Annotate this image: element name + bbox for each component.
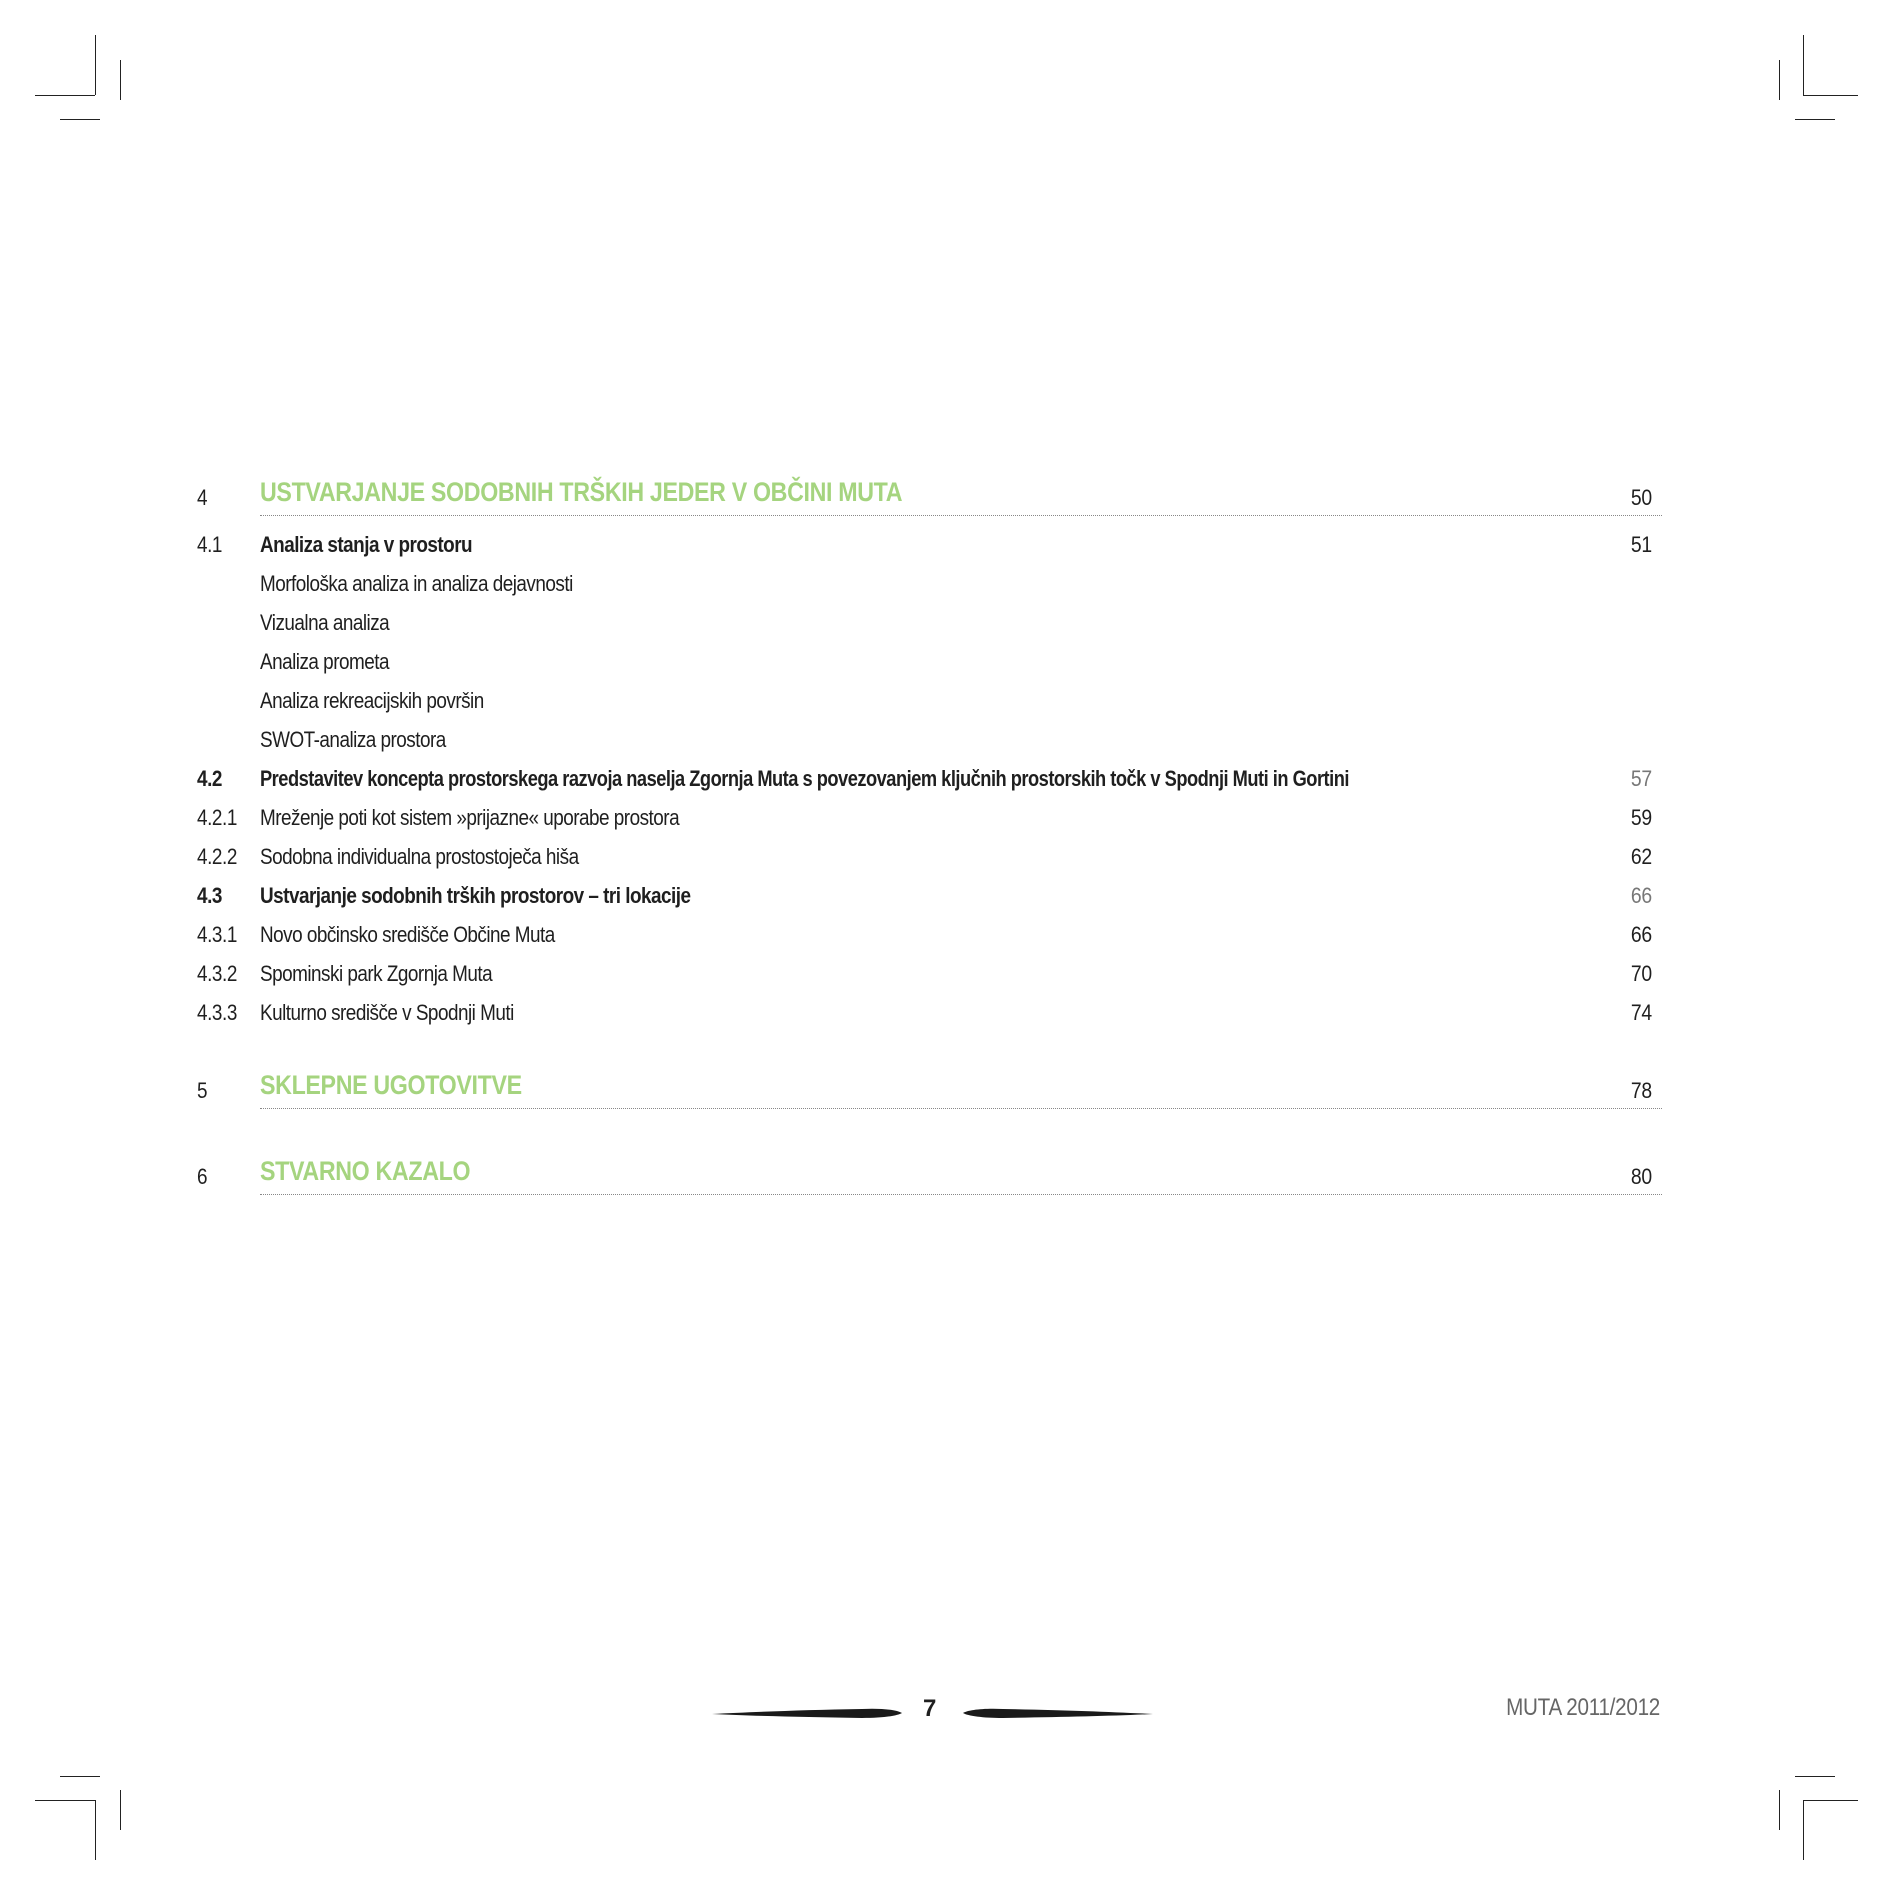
toc-title: Spominski park Zgornja Muta (260, 961, 493, 986)
toc-number: 4 (197, 485, 208, 510)
toc-page-number: 51 (1630, 532, 1652, 557)
toc-entry[interactable] (197, 883, 1652, 923)
toc-page-number: 57 (1630, 766, 1652, 791)
dotted-leader (260, 515, 1662, 516)
toc-number: 4.2.2 (197, 844, 237, 869)
toc-chapter-4[interactable] (197, 477, 1652, 523)
toc-entry[interactable] (197, 1000, 1652, 1040)
toc-number: 4.2.1 (197, 805, 237, 830)
toc-title: Morfološka analiza in analiza dejavnosti (260, 571, 573, 596)
toc-entry[interactable] (197, 532, 1652, 572)
toc-page-number: 74 (1630, 1000, 1652, 1025)
toc-title: Analiza stanja v prostoru (260, 532, 473, 557)
toc-title: Mreženje poti kot sistem »prijazne« uporabe prostora (260, 805, 680, 830)
toc-entry[interactable] (197, 727, 1652, 767)
toc-chapter-5[interactable] (197, 1070, 1652, 1116)
toc-number: 4.3.1 (197, 922, 237, 947)
toc-title: Analiza prometa (260, 649, 389, 674)
toc-page-number: 62 (1630, 844, 1652, 869)
toc-title: Novo občinsko središče Občine Muta (260, 922, 555, 947)
toc-number: 4.2 (197, 766, 223, 791)
toc-chapter-title: STVARNO KAZALO (260, 1156, 471, 1186)
toc-page-number: 80 (1630, 1164, 1652, 1189)
toc-entry[interactable] (197, 610, 1652, 650)
toc-page-number: 66 (1630, 883, 1652, 908)
toc-chapter-title: SKLEPNE UGOTOVITVE (260, 1070, 522, 1100)
brush-stroke-left (712, 1706, 912, 1722)
toc-entry[interactable] (197, 805, 1652, 845)
toc-title: Analiza rekreacijskih površin (260, 688, 484, 713)
toc-number: 4.3.2 (197, 961, 237, 986)
toc-page-number: 59 (1630, 805, 1652, 830)
toc-number: 4.3 (197, 883, 223, 908)
toc-entry[interactable] (197, 844, 1652, 884)
dotted-leader (260, 1108, 1662, 1109)
publication-label: MUTA 2011/2012 (1506, 1694, 1660, 1721)
toc-entry[interactable] (197, 688, 1652, 728)
toc-title: Kulturno središče v Spodnji Muti (260, 1000, 514, 1025)
toc-entry[interactable] (197, 649, 1652, 689)
toc-page-number: 78 (1630, 1078, 1652, 1103)
toc-number: 4.1 (197, 532, 223, 557)
toc-number: 6 (197, 1164, 208, 1189)
toc-title: Vizualna analiza (260, 610, 390, 635)
toc-title: Ustvarjanje sodobnih trških prostorov – tri lokacije (260, 883, 691, 908)
toc-number: 4.3.3 (197, 1000, 237, 1025)
toc-page-number: 50 (1630, 485, 1652, 510)
toc-entry[interactable] (197, 922, 1652, 962)
toc-number: 5 (197, 1078, 208, 1103)
brush-stroke-right (953, 1706, 1153, 1722)
toc-title: Sodobna individualna prostostoječa hiša (260, 844, 579, 869)
toc-title: Predstavitev koncepta prostorskega razvoja naselja Zgornja Muta s povezovanjem ključnih prostorskih točk v Spodnji Muti in Gortini (260, 766, 1349, 791)
dotted-leader (260, 1194, 1662, 1195)
toc-title: SWOT-analiza prostora (260, 727, 446, 752)
toc-entry[interactable] (197, 766, 1652, 806)
toc-entry[interactable] (197, 571, 1652, 611)
toc-entry[interactable] (197, 961, 1652, 1001)
toc-chapter-6[interactable] (197, 1156, 1652, 1202)
toc-chapter-title: USTVARJANJE SODOBNIH TRŠKIH JEDER V OBČINI MUTA (260, 477, 903, 507)
toc-page-number: 70 (1630, 961, 1652, 986)
page-number: 7 (923, 1695, 937, 1722)
toc-page-number: 66 (1630, 922, 1652, 947)
